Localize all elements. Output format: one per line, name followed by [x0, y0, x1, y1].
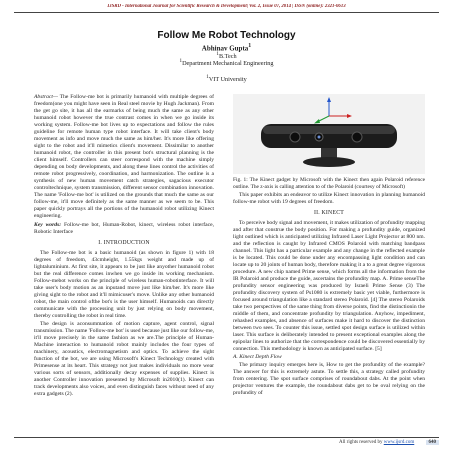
footer-rule: [14, 437, 439, 438]
footer-rights: All rights reserved by: [339, 440, 383, 445]
department-line: [0, 58, 453, 67]
university: VIT University: [208, 76, 247, 84]
department-sup: 1: [179, 58, 183, 64]
intro-paragraph-1: The Follow-me bot is a basic humanoid (as shown in figure 1) with 18 degrees of freedom, 43cmheight, 1.55kgs weight and made up of lightaluminium. At first site, it appears to be just like anyother humanoid robot but the real difference comes inwhen we go inside its working mechanism. Follow-mebot works on the principle of wireless human-robotinterface. It will take user's body motion as an inputand move just like him/her. It's more like giving sight to the robot and it'll mimicuser's move. Unlike any other humanoid robot, the main control ofthe bot's is the user himself. Humanoids can directly communicate with the processing unit by just relying on body movement, thereby controlling the robot in real time.: [34, 250, 214, 319]
degree-sup: 1: [216, 51, 219, 57]
section-heading-kinect: II. KINECT: [313, 210, 344, 217]
kinect-paragraph-1: To perceive body signal and movement, it makes utilization of profundity mapping and after that construe the body position. For making a profundity guide, organized light outlined which is anticipated utilizing Infrared Laser Light Projector at 800 nm. and the reflection is caught by Infrared CMOS Polaroid with matching bandpass channel. This light has a particular example and any change in the reflected example is be located. This could be done under any encompassing light condition and can locate up to 20 joints of human body, therefore making it a to a great degree vigorous procedure. A new chip named Prime sense, which forms all the information from the IR Polaroid and produce the guide, ascertains the profundity map. A. Prime senseThe profundity sensor engineering was produced by Israeli Prime Sense (3) The profundity discovery system of Ps1080 is extremely basic yet viable, furthermore is focused around triangulation like a standard stereo Polaroid. [4] The stereo Polaroids take two perspectives of the same thing from diverse points, find the distinctionin the middle of them, and concentrate profundity by triangulation. Anyhow, impediment, rehashed examples, and absence of surfaces make it hard to discover the distinction between two sees. To counter this issue, settled spot design surface is utilized within laser. This surface is deliberately intended to present exceptional examples along the epipolar lines to authorize that the correspondence could be discovered essentially by connection. This methodology is known as anticipated surface. [5]: [233, 220, 425, 353]
kinect-figure: [233, 94, 425, 174]
abstract: [34, 94, 214, 220]
header-rule: [14, 12, 439, 13]
paper-title: Follow Me Robot Technology: [157, 30, 296, 41]
keywords-text: Follow-me bot, Human-Robot, kinect, wireless robot interface, Robotic Interface: [34, 222, 214, 235]
subsection-kinect-depth-flow: A. Kinect Depth Flow: [233, 354, 282, 361]
degree: B.Tech: [218, 53, 237, 61]
department: Department Mechanical Engineering: [182, 60, 274, 68]
right-paragraph-1: This paper exhibits an endeavor to utilize Kinect innovation in planning humanoid follow-me robot with 19 degrees of freedom.: [233, 192, 425, 206]
page-number: 640: [426, 440, 440, 445]
keywords: [34, 222, 214, 236]
section-heading-introduction: I. INTRODUCTION: [98, 240, 150, 246]
kinect-device-illustration: [233, 94, 425, 174]
footer-url-link[interactable]: www.ijsrd.com: [383, 440, 415, 445]
right-column: [233, 94, 425, 398]
keywords-label: Key words:: [34, 222, 62, 228]
depth-paragraph-1: The primary inquiry emerges here is, How to get the profundity of the example? The answer for this is extremely astute. To settle this, a strategy called profundity from centering. The spot surface comprises of roundabout dabs. At the point when projector ventures the example, the roundabout dabs get to be oval relying on the profundity of: [233, 362, 425, 397]
university-line: [0, 74, 453, 83]
footer: [14, 440, 439, 445]
journal-header: IJSRD - International Journal for Scientific Research & Development| Vol. 2, Issue 07, 2014 | ISSN (online): 2321-0613: [107, 4, 346, 9]
abstract-text: The Follow-me bot is primarily humanoid with multiple degrees of freedom(one you might have seen in Real steel movie by Hugh Jackman). From the get go site, it has all the earmarks of being much the same as any other humanoid robot however the true contrast comes in when we go inside its working system. Follow-me bot lives up to expectations and follow the rules guideline for remote human type robot interface. It will take client's body movement as info and move much the same as him/her. It's more like offering sight to the robot and it'll mimetics client's movement. Dissimilar to another humanoid robot, the controller in this present bot's structural planning is the client himself. Controllers can steer correspond with the machine simply depending on body developments, and along these lines control the activities of remote robot progressively, coordination, and harmonization. The outline is a synthesis of new human movement catch strategies, sagacious executor controltechnique, system transmission, different sensor combination innovation. The name 'Follow-me bot' is utilized on the grounds that much the same as our follow-me, it'll move definitely as the same manner as we seem to be. This paper quickly portrays all the portions of the humanoid robot utilizing Kinect engineering.: [34, 94, 214, 219]
author-name: Abhinav Gupta: [201, 44, 249, 53]
abstract-label: Abstract—: [34, 94, 58, 100]
left-column: [34, 94, 214, 399]
intro-paragraph-2: The design is aconsummation of motion capture, agent control, signal transmission. The name 'Follow-me bot' is used because just like our follow-me, it'll move precisely in the same fashion as we are.The principle of Human-Machine interaction to humanoid robot mainly includes the four types of machinery, acoustics, electromagnetism and optics. To achieve the sight function of the bot, we are using Microsoft's Kinect Technology created with Primesense at its heart. This strategy not just makes individuals no more wear various sorts of sensors, additionally decay expenses of supplies. Kinect is another Controller innovation presented by Microsoft in2010(1). Kinect can track developments also voices, and even distinguish faces without need of any extra gadgets (2).: [34, 321, 214, 397]
author-sup: 1: [248, 43, 252, 49]
figure-caption: Fig. 1: The Kinect gadget by Microsoft with the Kinect then again Polaroid reference outline. The z-axis is calling attention to of the Polaroid (courtesy of Microsoft): [233, 177, 425, 190]
university-sup: 1: [206, 74, 209, 80]
